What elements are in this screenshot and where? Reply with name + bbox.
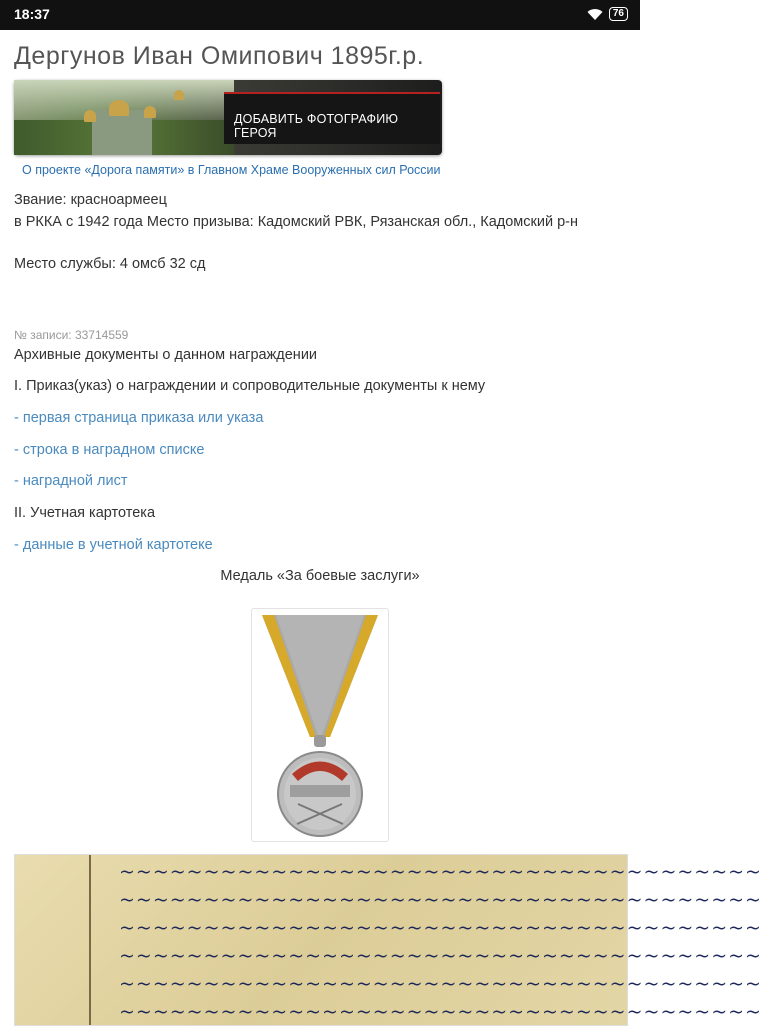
medal-image[interactable] [251, 608, 389, 842]
add-photo-button-area[interactable] [224, 92, 440, 144]
dome-icon [174, 90, 184, 100]
medal-icon [252, 609, 388, 841]
section-order: I. Приказ(указ) о награждении и сопроводительные документы к нему [14, 378, 486, 394]
feat-document-image[interactable] [14, 854, 762, 1026]
status-time: 18:37 [14, 6, 50, 22]
add-photo-button[interactable]: ДОБАВИТЬ ФОТОГРАФИЮ ГЕРОЯ [234, 112, 399, 140]
church-icon [92, 110, 152, 155]
document-margin-line [89, 855, 91, 1025]
status-bar [0, 0, 640, 30]
battery-icon: 76 [609, 7, 628, 21]
handwriting-line: ~~~~~~~~~~~~~~~~~~~~~~~~~~~~~~~~~~~~~~ [119, 917, 762, 939]
handwriting-line: ~~~~~~~~~~~~~~~~~~~~~~~~~~~~~~~~~~~~~~ [119, 861, 762, 883]
handwriting-line: ~~~~~~~~~~~~~~~~~~~~~~~~~~~~~~~~~~~~~~ [119, 1001, 762, 1023]
unit-text: Место службы: 4 омсб 32 сд [14, 256, 206, 272]
record-number: № записи: 33714559 [14, 328, 129, 342]
rank-text: Звание: красноармеец [14, 192, 167, 208]
link-card-index-data[interactable]: - данные в учетной картотеке [14, 537, 213, 553]
link-order-first-page[interactable]: - первая страница приказа или указа [14, 410, 264, 426]
dome-icon [84, 110, 96, 122]
section-card-index: II. Учетная картотека [14, 505, 156, 521]
page-title: Дергунов Иван Омипович 1895г.р. [14, 42, 425, 70]
link-award-list-row[interactable]: - строка в наградном списке [14, 442, 205, 458]
status-icons [587, 7, 628, 21]
wifi-icon [587, 8, 603, 21]
add-photo-banner[interactable] [14, 80, 442, 155]
service-text: в РККА с 1942 года Место призыва: Кадомский РВК, Рязанская обл., Кадомский р-н [14, 214, 578, 230]
about-project-link[interactable]: О проекте «Дорога памяти» в Главном Храме Вооруженных сил России [22, 163, 441, 177]
handwriting-line: ~~~~~~~~~~~~~~~~~~~~~~~~~~~~~~~~~~~~~~ [119, 889, 762, 911]
handwriting-line: ~~~~~~~~~~~~~~~~~~~~~~~~~~~~~~~~~~~~~~ [119, 945, 762, 967]
link-award-sheet[interactable]: - наградной лист [14, 473, 128, 489]
medal-caption: Медаль «За боевые заслуги» [220, 568, 420, 584]
dome-icon [109, 100, 129, 116]
archive-heading: Архивные документы о данном награждении [14, 347, 318, 363]
dome-icon [144, 106, 156, 118]
handwriting-line: ~~~~~~~~~~~~~~~~~~~~~~~~~~~~~~~~~~~~~~ [119, 973, 762, 995]
